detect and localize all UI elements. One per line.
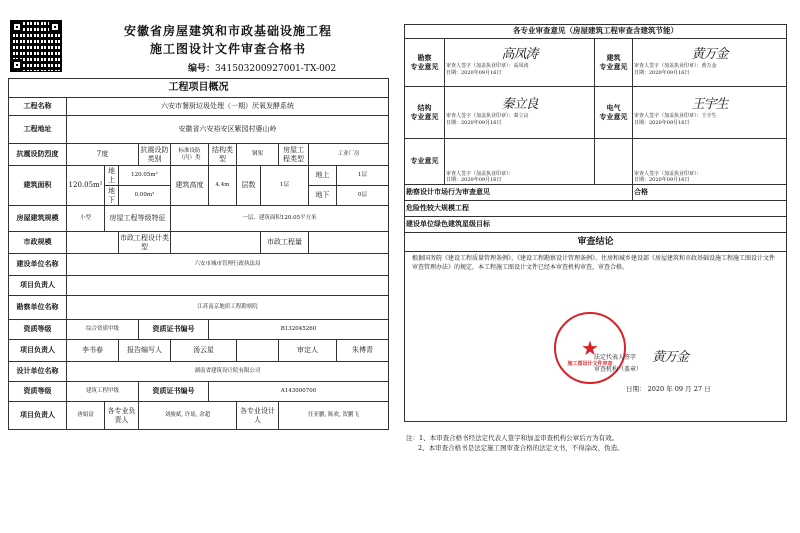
- area-below-label: 地下: [105, 186, 119, 206]
- number-value: 341503200927001-TX-002: [215, 64, 337, 74]
- number-label: 编号：: [188, 64, 216, 74]
- project-name: 六安市餐厨垃圾处理（一期）厌氧发酵系统: [67, 98, 389, 116]
- building-type-value: 工业厂房: [309, 144, 389, 166]
- elec-sign-date: 日期：2020年09月16日: [634, 119, 690, 126]
- design-cert-no-label: 资质证书编号: [139, 382, 209, 402]
- area-below: 0.00m²: [119, 186, 171, 206]
- builder-lead-label: 项目负责人: [9, 276, 67, 296]
- seismic-label: 抗震设防烈度: [9, 144, 67, 166]
- date-day-unit: 日: [704, 385, 711, 393]
- date-year: 2020: [647, 385, 665, 393]
- stamp-star-icon: ★: [581, 336, 599, 360]
- design-cert-no: A143000700: [209, 382, 389, 402]
- market-behavior-value: 合格: [633, 185, 787, 201]
- survey-cert-level: 综合资质甲级: [67, 320, 139, 340]
- seismic-value: 7度: [67, 144, 139, 166]
- floors-below: 0层: [337, 186, 389, 206]
- building-type-label: 房屋工程类型: [279, 144, 309, 166]
- report-writer: 汤云星: [171, 340, 237, 362]
- survey-lead: 李书春: [67, 340, 119, 362]
- elec-signature: 王宇生: [691, 97, 728, 113]
- survey-cert-label: 资质等级: [9, 320, 67, 340]
- structure-label: 结构类型: [209, 144, 237, 166]
- footnote-1: 注：1、本审查合格书经法定代表人签字和加盖审查机构公章后方为有效。: [406, 434, 619, 442]
- major-leads: 刘骏斌, 许瑶, 余超: [139, 402, 237, 430]
- date-label: 日期：: [626, 385, 646, 393]
- green-building-label: 建设单位绿色建筑星级目标: [405, 217, 787, 233]
- other-sign-date: 日期：2020年09月16日: [446, 177, 502, 184]
- arch-opinion-label: 建筑 专业意见: [595, 39, 633, 87]
- elec-signer-note: 审查人签字（加盖执业印章）：王宇生: [634, 113, 717, 120]
- arch-sign-date: 日期：2020年09月16日: [634, 69, 690, 76]
- survey-cert-no: B132045260: [209, 320, 389, 340]
- seismic-class-value: 标准设防（丙）类: [171, 144, 209, 166]
- major-designers-label: 各专业设计人: [237, 402, 279, 430]
- scale-feature: 一层、建筑面积120.05平方米: [171, 206, 389, 232]
- floors-below-label: 地下: [309, 186, 337, 206]
- design-cert-label: 资质等级: [9, 382, 67, 402]
- design-unit-label: 设计单位名称: [9, 362, 67, 382]
- other-opinion-label: 专业意见: [405, 139, 445, 185]
- overview-title: 工程项目概况: [9, 79, 389, 98]
- qr-code: [10, 20, 62, 72]
- survey-cert-no-label: 资质证书编号: [139, 320, 209, 340]
- project-overview-table: [8, 78, 389, 430]
- reviewer: 朱博青: [337, 340, 389, 362]
- org-stamp-label: 审查机构（盖章）: [594, 366, 643, 373]
- legal-rep-signature: 黄万金: [652, 350, 689, 365]
- area-total: 120.05m²: [67, 166, 105, 206]
- arch-signature: 黄万金: [691, 47, 728, 63]
- other-signer-note: 审查人签字（加盖执业印章）：: [446, 170, 514, 177]
- design-lead: 唐娟富: [67, 402, 105, 430]
- design-lead-label: 项目负责人: [9, 402, 67, 430]
- builder-label: 建设单位名称: [9, 254, 67, 276]
- survey-unit-label: 勘察单位名称: [9, 296, 67, 320]
- seismic-class-label: 抗震设防类别: [139, 144, 171, 166]
- date-month: 09: [674, 385, 684, 393]
- height-label: 建筑高度: [171, 166, 209, 206]
- struct-opinion-label: 结构 专业意见: [405, 87, 445, 139]
- review-org-stamp: [554, 312, 626, 384]
- major-leads-label: 各专业负责人: [105, 402, 139, 430]
- area-above-label: 地上: [105, 166, 119, 186]
- area-above: 120.05m²: [119, 166, 171, 186]
- opinions-title: 各专业审查意见（房屋建筑工程审查含建筑节能）: [405, 25, 787, 39]
- municipal-design-type-label: 市政工程设计类型: [119, 232, 171, 254]
- survey-sign-date: 日期：2020年09月16日: [446, 69, 502, 76]
- conclusion-title: 审查结论: [405, 233, 787, 252]
- date-year-unit: 年: [666, 385, 673, 393]
- survey-signature: 高凤涛: [501, 47, 538, 63]
- floors-above: 1层: [337, 166, 389, 186]
- survey-opinion-label: 勘察 专业意见: [405, 39, 445, 87]
- scale-feature-label: 房屋工程等级特征: [105, 206, 171, 232]
- scale-label: 房屋建筑规模: [9, 206, 67, 232]
- legal-rep-label: 法定代表人签字: [594, 354, 637, 361]
- area-label: 建筑面积: [9, 166, 67, 206]
- floors-label: 层数: [237, 166, 261, 206]
- arch-signer-note: 审查人签字（加盖执业印章）：黄万金: [634, 63, 717, 70]
- design-cert-level: 建筑工程甲级: [67, 382, 139, 402]
- other2-sign-date: 日期：2020年09月16日: [634, 177, 690, 184]
- report-writer-label: 报告编写人: [119, 340, 171, 362]
- survey-unit-name: 江苏南京地质工程勘察院: [67, 296, 389, 320]
- height-value: 4.4m: [209, 166, 237, 206]
- other2-signer-note: 审查人签字（加盖执业印章）：: [634, 170, 702, 177]
- elec-opinion-label: 电气 专业意见: [595, 87, 633, 139]
- footnote-2: 2、本审查合格书是法定施工图审查合格的法定文书，不得涂改、伪造。: [418, 444, 624, 452]
- major-designers: 任亚鹏, 陈欢, 贺鹏飞: [279, 402, 389, 430]
- scale-size: 小型: [67, 206, 105, 232]
- date-day: 27: [693, 385, 702, 393]
- municipal-qty-label: 市政工程量: [261, 232, 309, 254]
- municipal-label: 市政规模: [9, 232, 67, 254]
- market-behavior-label: 勘察设计市场行为审查意见: [405, 185, 633, 201]
- dangerous-project-label: 危险性较大规模工程: [405, 201, 787, 217]
- conclusion-text: 根据国务院《建设工程质量管理条例》、《建设工程勘察设计管理条例》、住房和城乡建设部《房屋建筑和市政基础设施工程施工图设计文件审查管理办法》的规定，本工程施工图设计文件已经本审查机构审查，审查合格。: [412, 255, 776, 271]
- survey-lead-label: 项目负责人: [9, 340, 67, 362]
- floors-above-label: 地上: [309, 166, 337, 186]
- document-title-line1: 安徽省房屋建筑和市政基础设施工程: [123, 24, 332, 38]
- certificate-number: [188, 61, 336, 74]
- certificate-left-page: [8, 12, 392, 524]
- project-address: 安徽省六安裕安区紫园村婆山岭: [67, 116, 389, 144]
- builder-name: 六安市城市管理行政执法局: [67, 254, 389, 276]
- address-label: 工程地址: [9, 116, 67, 144]
- survey-signer-note: 审查人签字（加盖执业印章）：高凤涛: [446, 63, 529, 70]
- design-unit-name: 湖南省建筑设计院有限公司: [67, 362, 389, 382]
- struct-signer-note: 审查人签字（加盖执业印章）：秦立良: [446, 113, 529, 120]
- document-title-line2: 施工图设计文件审查合格书: [149, 42, 306, 56]
- structure-value: 钢架: [237, 144, 279, 166]
- struct-signature: 秦立良: [501, 97, 538, 113]
- stamp-text: 施工图设计文件审查: [567, 361, 613, 367]
- floors-value: 1层: [261, 166, 309, 206]
- struct-sign-date: 日期：2020年09月16日: [446, 119, 502, 126]
- date-month-unit: 月: [685, 385, 692, 393]
- project-name-label: 工程名称: [9, 98, 67, 116]
- reviewer-label: 审定人: [279, 340, 337, 362]
- certificate-right-page: [404, 12, 792, 524]
- conclusion-date: [626, 384, 711, 393]
